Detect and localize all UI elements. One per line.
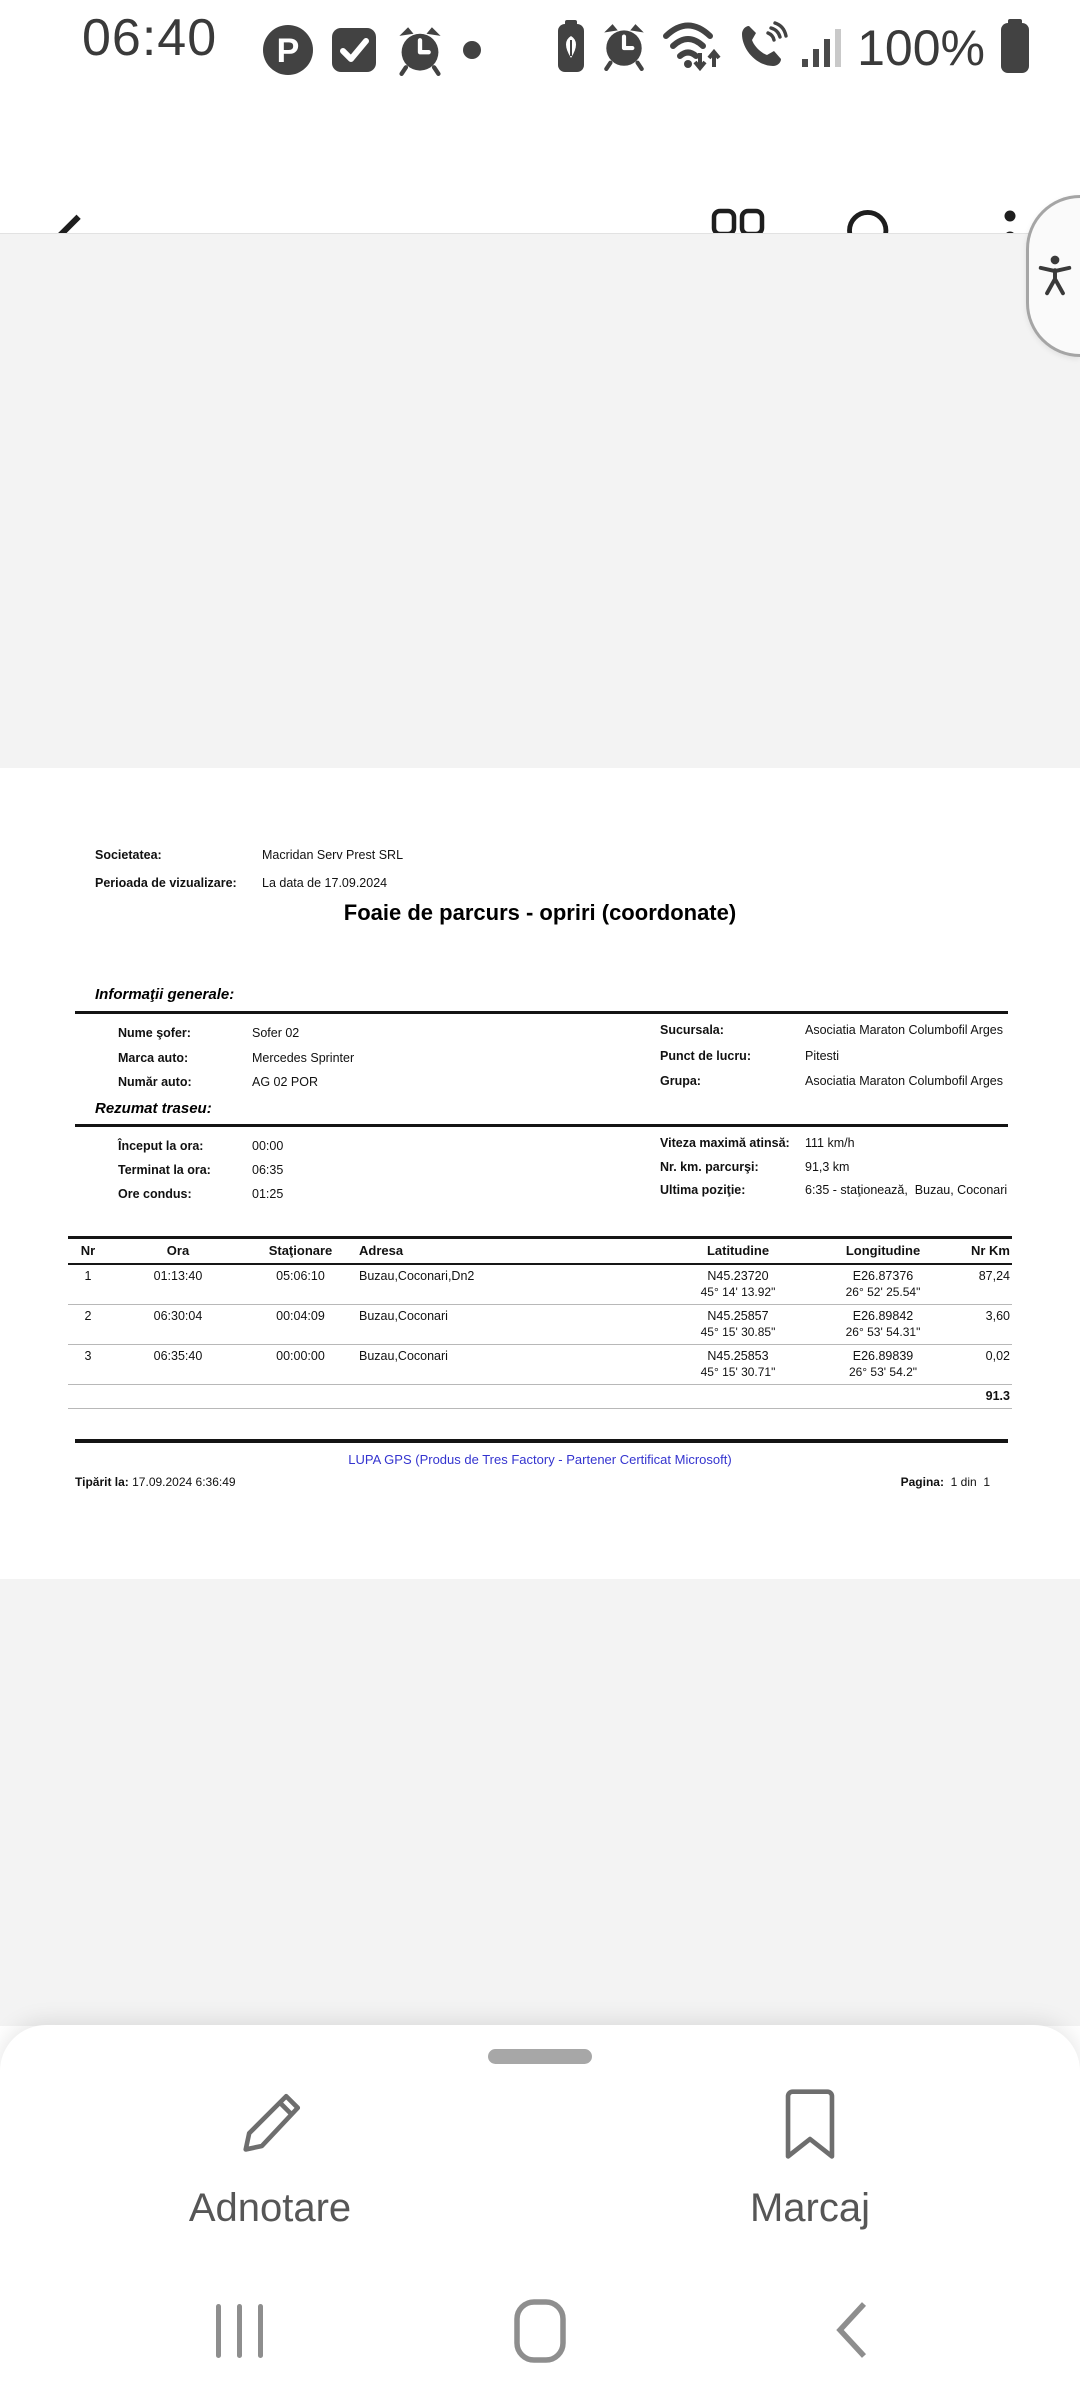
cell-km: 87,24: [953, 1264, 1012, 1305]
rezumat-value: 00:00: [252, 1139, 284, 1153]
info-value: Mercedes Sprinter: [252, 1051, 355, 1065]
cell-stationare: 05:06:10: [248, 1264, 353, 1305]
rezumat-label: Nr. km. parcurşi:: [660, 1160, 759, 1174]
cell-latitudine: N45.25857 45° 15' 30.85": [663, 1305, 813, 1345]
lupa-gps-link[interactable]: LUPA GPS (Produs de Tres Factory - Partener Certificat Microsoft): [348, 1452, 732, 1467]
cell-latitudine: N45.23720 45° 14' 13.92": [663, 1264, 813, 1305]
info-label: Nume şofer:: [118, 1026, 191, 1040]
alarm-icon: [394, 24, 446, 81]
cell-adresa: Buzau,Coconari,Dn2: [353, 1264, 663, 1305]
rezumat-heading: Rezumat traseu:: [95, 1100, 212, 1117]
recents-icon: [214, 2350, 266, 2365]
col-header: Nr: [68, 1238, 108, 1265]
col-header: Adresa: [353, 1238, 663, 1265]
rezumat-label: Viteza maximă atinsă:: [660, 1136, 790, 1150]
cell-nr: 1: [68, 1264, 108, 1305]
info-label: Sucursala:: [660, 1023, 724, 1037]
pdf-viewer-canvas[interactable]: [0, 233, 1080, 2026]
status-time: 06:40: [82, 9, 218, 67]
cell-ora: 01:13:40: [108, 1264, 248, 1305]
divider: [75, 1124, 1008, 1127]
info-label: Număr auto:: [118, 1075, 192, 1089]
col-header: Nr Km: [953, 1238, 1012, 1265]
home-button[interactable]: [513, 2298, 567, 2367]
info-value: Sofer 02: [252, 1026, 300, 1040]
divider: [75, 1011, 1008, 1014]
perioada-value: La data de 17.09.2024: [262, 876, 388, 890]
info-heading: Informaţii generale:: [95, 986, 235, 1003]
app-bar: [0, 80, 1080, 233]
table-header-row: [68, 1238, 1012, 1265]
navigation-bar: [0, 2282, 1080, 2400]
annotate-button[interactable]: [0, 2087, 540, 2231]
table-row: [68, 1264, 1012, 1305]
recents-button[interactable]: [214, 2300, 266, 2365]
info-label: Marca auto:: [118, 1051, 189, 1065]
alarm-icon: [599, 21, 649, 76]
document-title: Foaie de parcurs - opriri (coordonate): [343, 900, 737, 925]
info-value: Asociatia Maraton Columbofil Arges: [805, 1023, 1004, 1037]
battery-percent: 100%: [857, 20, 985, 76]
perioada-label: Perioada de vizualizare:: [95, 876, 237, 890]
societatea-label: Societatea:: [95, 848, 162, 862]
table-row: [68, 1305, 1012, 1345]
pinterest-icon: [262, 24, 314, 81]
col-header: Latitudine: [663, 1238, 813, 1265]
bookmark-button[interactable]: [540, 2087, 1080, 2231]
rezumat-value: 111 km/h: [805, 1136, 855, 1150]
rezumat-label: Ore condus:: [118, 1187, 192, 1201]
bookmark-label: Marcaj: [749, 2186, 871, 2230]
wifi-calling-icon: [737, 20, 789, 77]
info-label: Grupa:: [660, 1074, 701, 1088]
back-nav-button[interactable]: [832, 2300, 872, 2363]
status-bar: [0, 0, 1080, 80]
cell-nr: 2: [68, 1305, 108, 1345]
info-value: Pitesti: [805, 1049, 840, 1063]
rezumat-label: Terminat la ora:: [118, 1163, 211, 1177]
cell-adresa: Buzau,Coconari: [353, 1305, 663, 1345]
cell-nr: 3: [68, 1345, 108, 1385]
status-left-icons: [262, 24, 482, 80]
cell-stationare: 00:00:00: [248, 1345, 353, 1385]
cell-latitudine: N45.25853 45° 15' 30.71": [663, 1345, 813, 1385]
divider: [75, 1439, 1008, 1443]
cell-km: 3,60: [953, 1305, 1012, 1345]
sheet-actions: [0, 2087, 1080, 2231]
rezumat-label: Început la ora:: [118, 1139, 204, 1153]
rezumat-value: 91,3 km: [805, 1160, 850, 1174]
battery-saver-icon: [556, 20, 586, 77]
rezumat-value: 01:25: [252, 1187, 284, 1201]
home-icon: [513, 2352, 567, 2367]
info-label: Punct de lucru:: [660, 1049, 751, 1063]
pencil-icon: [233, 2087, 307, 2164]
table-total-row: [68, 1385, 1012, 1409]
col-header: Staţionare: [248, 1238, 353, 1265]
notification-dot: [462, 40, 482, 65]
cell-km: 0,02: [953, 1345, 1012, 1385]
accessibility-shortcut-button[interactable]: [1026, 195, 1080, 357]
cell-ora: 06:35:40: [108, 1345, 248, 1385]
signal-strength-icon: [802, 21, 844, 76]
accessibility-icon: [1036, 253, 1074, 300]
status-right-icons: [556, 20, 1032, 76]
rezumat-value: 6:35 - staţionează, Buzau, Coconari: [805, 1183, 1008, 1197]
cell-longitudine: E26.89842 26° 53' 54.31": [813, 1305, 953, 1345]
info-value: Asociatia Maraton Columbofil Arges: [805, 1074, 1004, 1088]
wifi-arrows-icon: [662, 19, 724, 78]
pdf-page: [0, 768, 1080, 1579]
rezumat-value: 06:35: [252, 1163, 284, 1177]
checkbox-icon: [330, 26, 378, 79]
col-header: Longitudine: [813, 1238, 953, 1265]
cell-ora: 06:30:04: [108, 1305, 248, 1345]
rezumat-label: Ultima poziţie:: [660, 1183, 746, 1197]
annotate-label: Adnotare: [188, 2186, 352, 2230]
col-header: Ora: [108, 1238, 248, 1265]
battery-icon: [998, 19, 1032, 78]
societatea-value: Macridan Serv Prest SRL: [262, 848, 404, 862]
cell-longitudine: E26.89839 26° 53' 54.2": [813, 1345, 953, 1385]
cell-longitudine: E26.87376 26° 52' 25.54": [813, 1264, 953, 1305]
table-row: [68, 1345, 1012, 1385]
cell-adresa: Buzau,Coconari: [353, 1345, 663, 1385]
printed-at: Tipărit la: 17.09.2024 6:36:49: [75, 1475, 236, 1489]
cell-stationare: 00:04:09: [248, 1305, 353, 1345]
svg-text:P: P: [276, 31, 300, 70]
info-value: AG 02 POR: [252, 1075, 318, 1089]
page-number: Pagina: 1 din 1: [900, 1475, 990, 1489]
back-nav-icon: [832, 2348, 872, 2363]
bookmark-icon: [779, 2087, 841, 2164]
stops-table: [68, 1236, 1012, 1409]
sheet-drag-handle[interactable]: [488, 2049, 592, 2064]
total-km: 91.3: [953, 1385, 1012, 1409]
